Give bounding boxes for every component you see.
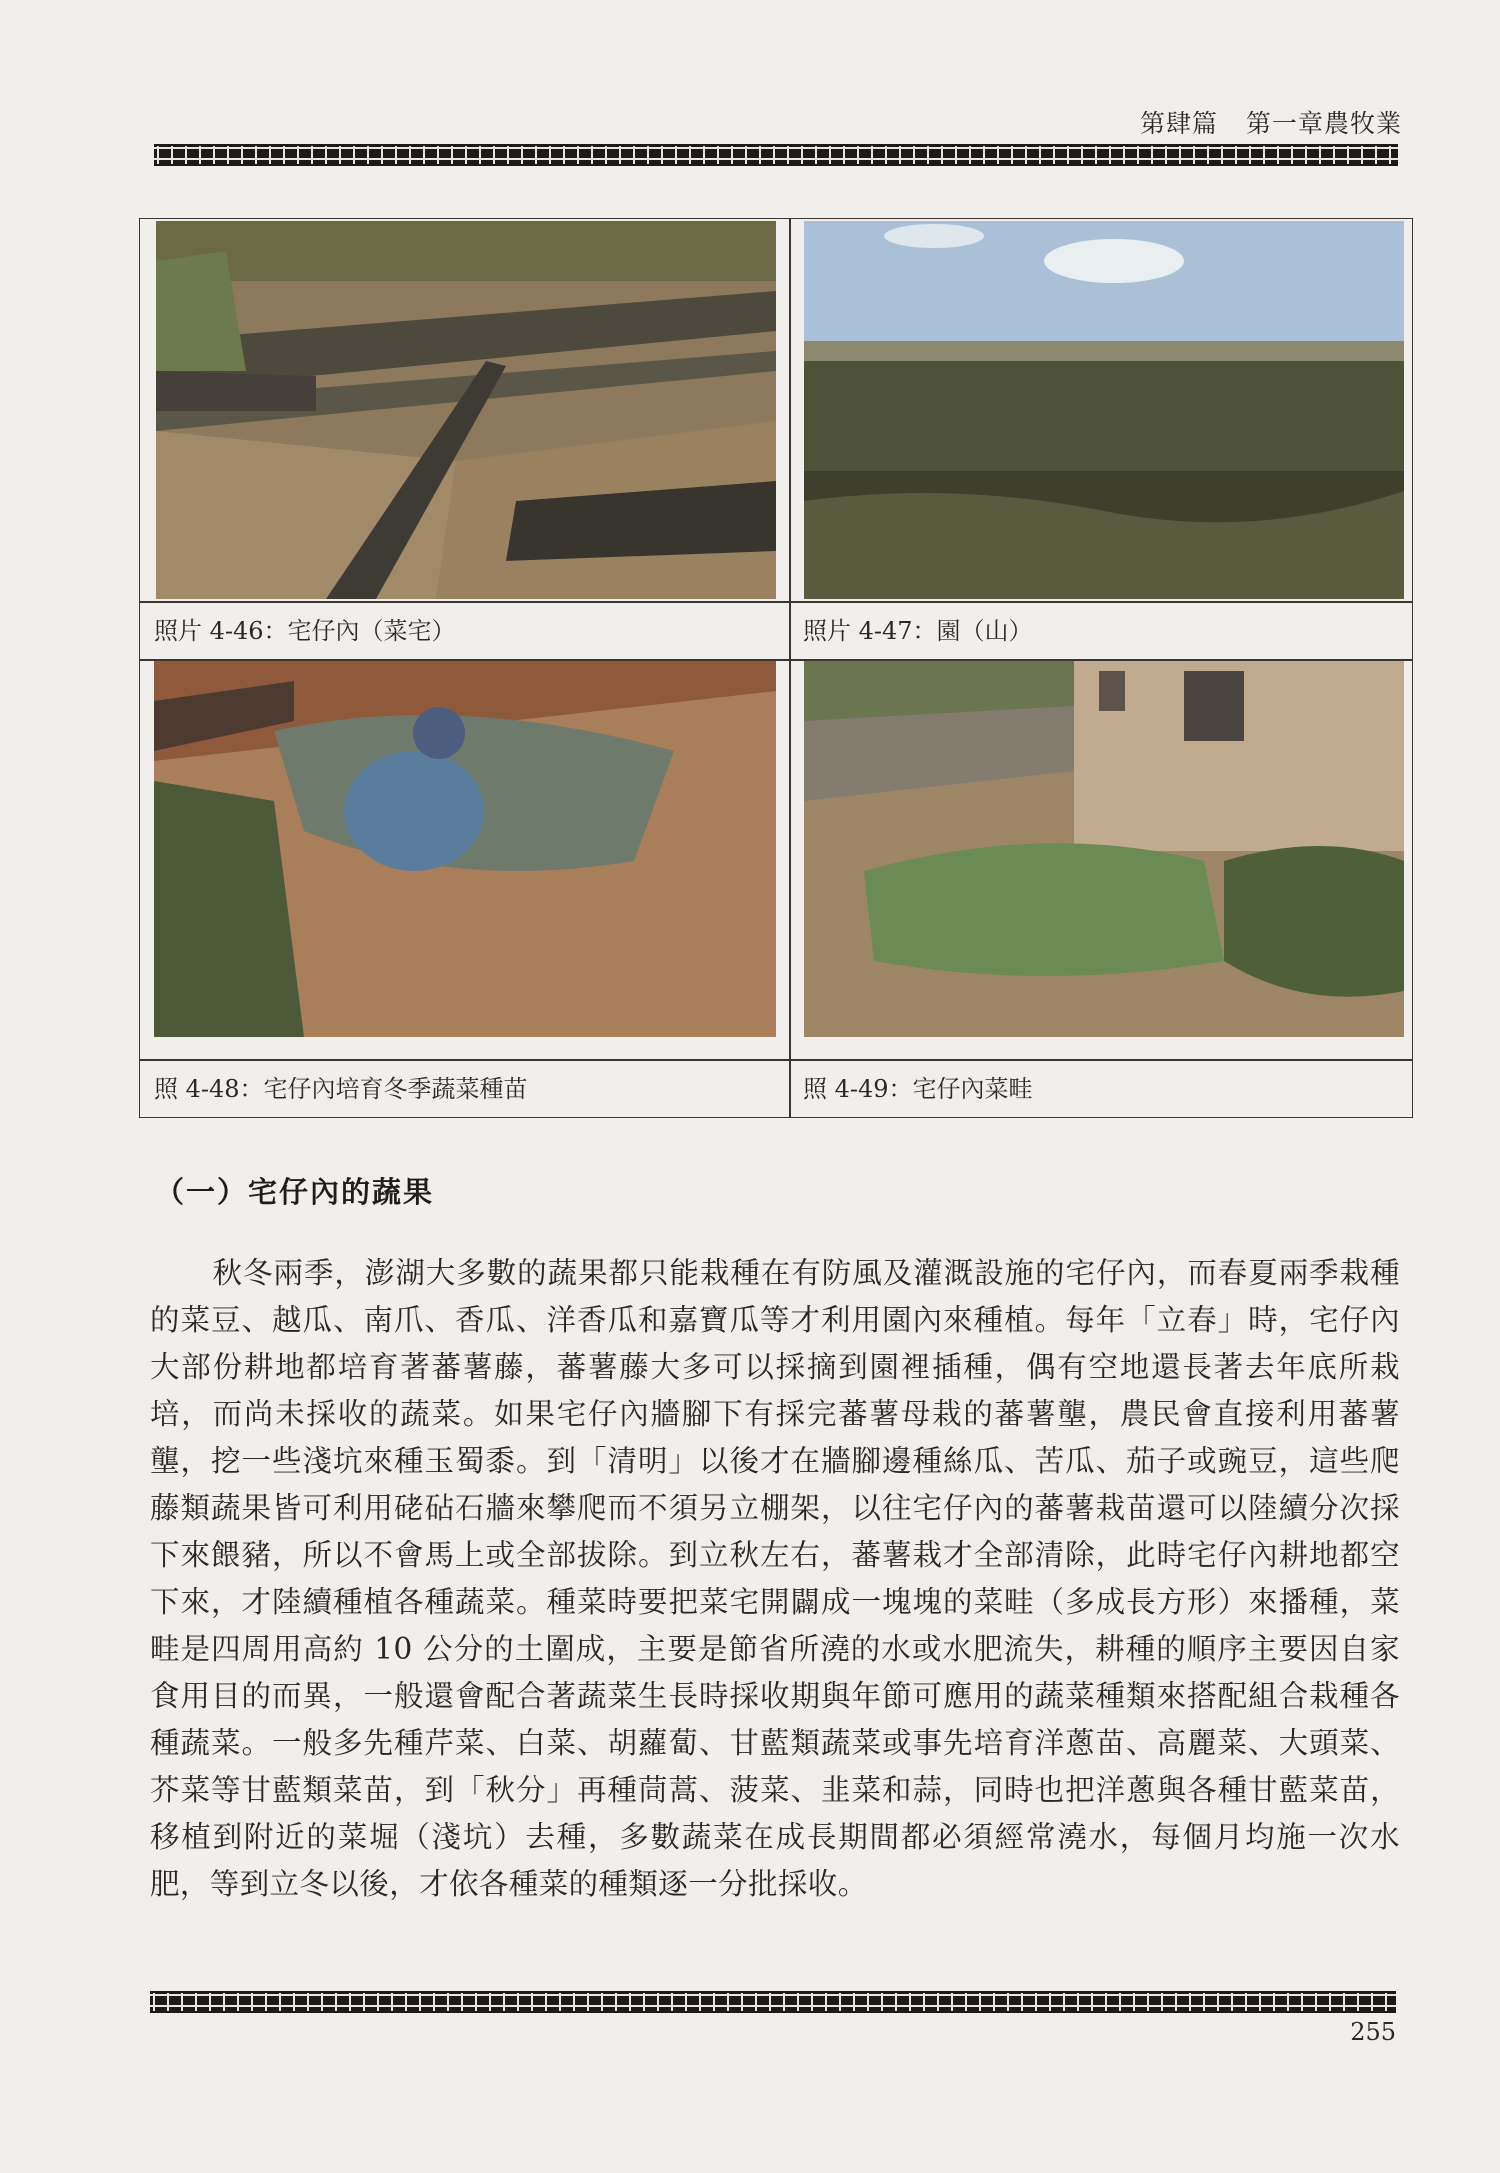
greek-key-border-bottom <box>150 1991 1396 2013</box>
photo-vegetable-bed-by-house <box>804 661 1404 1037</box>
section-heading: （一）宅仔內的蔬果 <box>155 1175 435 1209</box>
page-number: 255 <box>1350 2018 1396 2046</box>
photo-caption: 照片 4-47：園（山） <box>803 617 1033 645</box>
header-chapter: 第一章農牧業 <box>1245 109 1402 138</box>
table-divider-vertical <box>789 219 791 1117</box>
photo-table <box>139 218 1413 1118</box>
table-divider <box>140 601 1412 603</box>
photo-open-field <box>804 221 1404 599</box>
photo-person-tending-seedlings <box>154 661 776 1037</box>
photo-stone-wall-terraces <box>156 221 776 599</box>
running-header <box>1140 104 1402 140</box>
photo-caption: 照片 4-46：宅仔內（菜宅） <box>154 617 456 645</box>
body-text: 秋冬兩季，澎湖大多數的蔬果都只能栽種在有防風及灌溉設施的宅仔內，而春夏兩季栽種的菜豆、越瓜、南爪、香瓜、洋香瓜和嘉寶瓜等才利用園內來種植。每年「立春」時，宅仔內大部份耕地都培育著蕃薯藤，蕃薯藤大多可以採摘到園裡插種，偶有空地還長著去年底所栽培，而尚未採收的蔬菜。如果宅仔內牆腳下有採完蕃薯母栽的蕃薯壟，農民會直接利用蕃薯壟，挖一些淺坑來種玉蜀黍。到「清明」以後才在牆腳邊種絲瓜、苦瓜、茄子或豌豆，這些爬藤類蔬果皆可利用硓砧石牆來攀爬而不須另立棚架，以往宅仔內的蕃薯栽苗還可以陸續分次採下來餵豬，所以不會馬上或全部拔除。到立秋左右，蕃薯栽才全部清除，此時宅仔內耕地都空下來，才陸續種植各種蔬菜。種菜時要把菜宅開闢成一塊塊的菜畦（多成長方形）來播種，菜畦是四周用高約 10 公分的土圍成，主要是節省所澆的水或水肥流失，耕種的順序主要因自家食用目的而異，一般還會配合著蔬菜生長時採收期與年節可應用的蔬菜種類來搭配組合栽種各種蔬菜。一般多先種芹菜、白菜、胡蘿蔔、甘藍類蔬菜或事先培育洋蔥苗、高麗菜、大頭菜、芥菜等甘藍類菜苗，到「秋分」再種茼蒿、菠菜、韭菜和蒜，同時也把洋蔥與各種甘藍菜苗，移植到附近的菜堀（淺坑）去種，多數蔬菜在成長期間都必須經常澆水，每個月均施一次水肥，等到立冬以後，才依各種菜的種類逐一分批採收。 <box>150 1256 1400 1901</box>
greek-key-border-top <box>154 144 1398 166</box>
table-divider <box>140 1059 1412 1061</box>
photo-caption: 照 4-49：宅仔內菜畦 <box>803 1075 1033 1103</box>
photo-caption: 照 4-48：宅仔內培育冬季蔬菜種苗 <box>154 1075 528 1103</box>
body-paragraph <box>150 1250 1400 1908</box>
header-part: 第肆篇 <box>1139 109 1218 138</box>
